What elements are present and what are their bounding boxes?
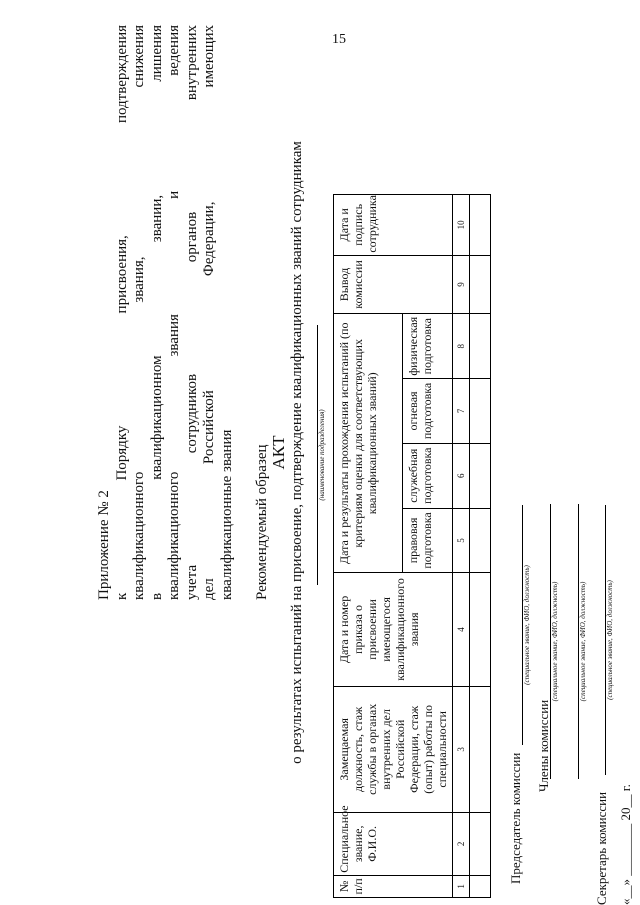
document-subtitle: о результатах испытаний на присвоение, подтверждение квалификационных званий сотрудникам: [289, 141, 305, 764]
secretary-caption: (специальное звание, ФИО, должность): [606, 580, 614, 700]
results-table: [333, 73, 491, 898]
appendix-line: квалификационного звания и ведения: [166, 25, 182, 600]
header-legal: правовая подготовка: [403, 508, 453, 573]
document-title: АКТ: [269, 435, 288, 470]
recommended-sample: Рекомендуемый образец: [254, 444, 270, 600]
column-number: 10: [453, 194, 470, 255]
appendix-line: в квалификационном звании, лишения: [148, 25, 165, 600]
column-number: 3: [453, 686, 470, 812]
unit-caption: (наименование подразделения): [318, 409, 326, 501]
blank-cell: [470, 573, 491, 686]
secretary-label: Секретарь комиссии: [594, 791, 609, 905]
column-number: 8: [453, 314, 470, 379]
date-line: «__» ________ 20__ г.: [618, 784, 633, 905]
column-number: 6: [453, 443, 470, 508]
members-caption-2: (специальное звание, ФИО, должность): [579, 581, 587, 702]
blank-cell: [470, 508, 491, 573]
column-number: 1: [453, 875, 470, 897]
column-number: 5: [453, 508, 470, 573]
header-fire: огневая подготовка: [403, 379, 453, 444]
chairman-caption: (специальное звание, ФИО, должность): [523, 565, 531, 685]
header-rank: Специальное звание, Ф.И.О.: [334, 813, 453, 876]
appendix-block: [96, 25, 236, 600]
column-number: 4: [453, 573, 470, 686]
column-number: 9: [453, 255, 470, 314]
header-conclusion: Вывод комиссии: [334, 255, 453, 314]
header-tests: Дата и результаты прохождения испытаний (по критериям оценки для соответствующих квалификационных званий): [334, 314, 403, 573]
header-signature: Дата и подпись сотрудника: [334, 194, 453, 255]
appendix-line: к Порядку присвоения, подтверждения: [113, 25, 130, 600]
blank-cell: [470, 314, 491, 379]
blank-cell: [470, 686, 491, 812]
table-margin: [334, 73, 491, 194]
appendix-line: квалификационные звания: [218, 429, 235, 600]
column-number: 2: [453, 813, 470, 876]
chairman-label: Председатель комиссии: [508, 752, 523, 884]
header-service: служебная подготовка: [403, 443, 453, 508]
blank-cell: [470, 875, 491, 897]
appendix-line: Приложение № 2: [96, 490, 112, 600]
blank-cell: [470, 813, 491, 876]
appendix-line: учета сотрудников органов внутренних: [183, 25, 200, 600]
blank-cell: [470, 255, 491, 314]
blank-cell: [470, 194, 491, 255]
members-caption: (специальное звание, ФИО, должность): [551, 581, 559, 702]
blank-cell: [470, 443, 491, 508]
header-num: № п/п: [334, 875, 453, 897]
appendix-line: дел Российской Федерации, имеющих: [201, 25, 217, 600]
header-position: Замещаемая должность, стаж службы в органах внутренних дел Российской Федерации, стаж (опыт) работы по специальности: [334, 686, 453, 812]
header-physical: физическая подготовка: [403, 314, 453, 379]
blank-cell: [470, 379, 491, 444]
column-number: 7: [453, 379, 470, 444]
page-number: 15: [332, 32, 346, 47]
header-order: Дата и номер приказа о присвоении имеющегося квалификационного звания: [334, 573, 453, 686]
appendix-line: квалификационного звания, снижения: [131, 25, 147, 600]
members-label: Члены комиссии: [536, 699, 551, 792]
